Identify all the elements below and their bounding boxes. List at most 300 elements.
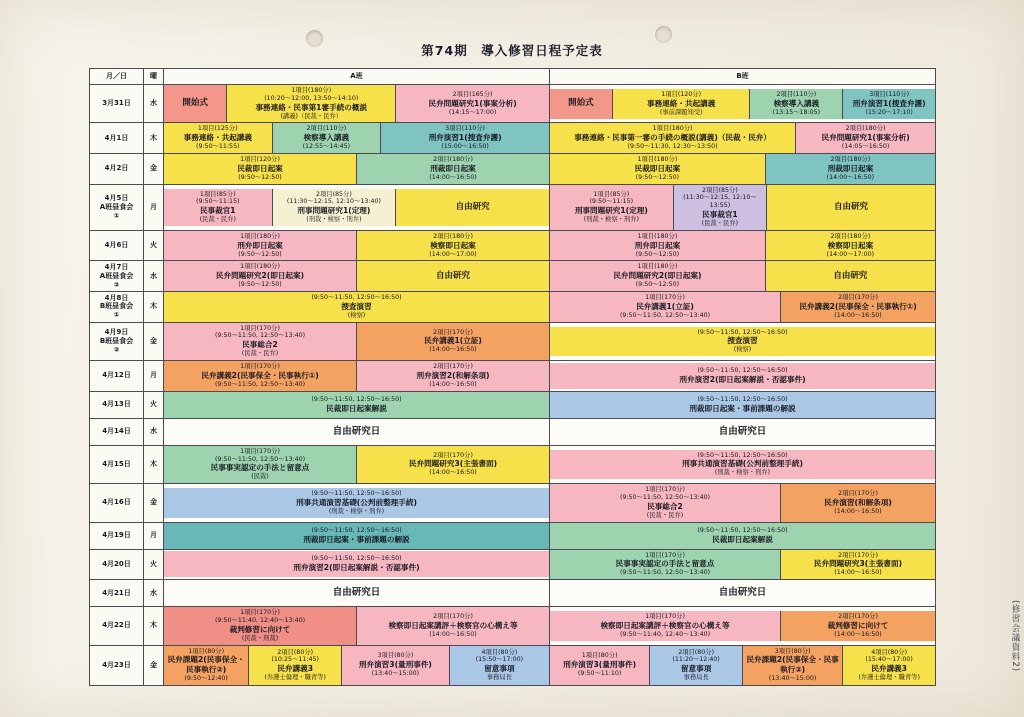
block-subject: (9:50～11:50, 12:50～13:40) [619, 569, 711, 577]
block-row [550, 392, 935, 418]
block-row [550, 327, 935, 357]
schedule-block[interactable] [550, 185, 674, 230]
table-row [90, 522, 936, 549]
date-cell [90, 85, 144, 123]
schedule-block[interactable] [450, 646, 549, 685]
schedule-block[interactable] [164, 551, 549, 577]
date-cell [90, 361, 144, 392]
block-session: 2項目(85分) [701, 186, 738, 194]
block-time: (9:50～11:50, 12:50～13:40) [214, 332, 306, 340]
date-line: 4月1日 [104, 133, 129, 142]
block-time: (15:40～17:00) [865, 656, 913, 664]
block-title: 民弁問題研究3(主張書面) [408, 459, 498, 469]
block-time: (11:30～12:15, 12:10～13:40) [286, 198, 381, 206]
block-subject: (9:50～12:50) [635, 250, 680, 258]
block-title: 自由研究 [455, 201, 490, 212]
block-title: 刑弁演習3(量刑事件) [358, 660, 432, 670]
block-title: 刑事共通演習基礎(公判前整理手続) [296, 497, 417, 507]
date-line: 4月7日 [104, 263, 129, 272]
date-line: ② [113, 280, 120, 289]
block-title: 民事総合2 [242, 340, 278, 350]
table-row [90, 230, 936, 261]
block-title: 民弁課題2(民事保全・民事執行②) [167, 655, 245, 675]
schedule-block[interactable] [550, 611, 781, 641]
schedule-block[interactable] [357, 446, 549, 483]
group-a-cell [164, 261, 550, 292]
block-title: 民弁講義1(立証) [636, 301, 694, 311]
schedule-block[interactable] [164, 446, 357, 483]
block-title: 留意事項 [680, 664, 712, 674]
dow-cell: 水 [144, 85, 164, 123]
schedule-block[interactable] [766, 261, 935, 291]
block-title: 刑弁即日起案 [634, 240, 681, 250]
dow-cell: 月 [144, 184, 164, 230]
group-b-cell [550, 292, 936, 323]
block-title: 捜査演習 [727, 336, 758, 346]
block-subject: (9:50～12:50) [635, 173, 680, 181]
schedule-block[interactable] [743, 646, 843, 685]
block-subject: (9:50～11:30, 12:30～13:50) [627, 143, 718, 151]
block-subject: (検察) [347, 311, 366, 319]
block-subject: (14:00～17:00) [826, 250, 875, 258]
block-subject: (14:15～17:00) [448, 108, 497, 116]
block-title: 民弁講義2(民事保全・民事執行①) [799, 301, 917, 311]
dow-cell: 木 [144, 445, 164, 483]
block-session: 3項目(80分) [377, 652, 414, 660]
block-session: 1項目(170分) [240, 609, 280, 617]
block-row [550, 523, 935, 549]
schedule-block[interactable] [550, 327, 935, 357]
date-line: 4月22日 [102, 621, 131, 630]
block-row [164, 646, 549, 685]
block-session: (9:50～11:50, 12:50～16:50) [697, 395, 788, 403]
block-time: (11:30～12:15, 12:10～13:55) [683, 194, 757, 210]
block-session: 1項目(180分) [652, 125, 693, 133]
date-line: 4月8日 [104, 293, 129, 302]
schedule-block[interactable] [766, 154, 935, 184]
block-title: 自由研究日 [332, 587, 381, 599]
block-title: 自由研究日 [718, 425, 767, 437]
schedule-block[interactable] [357, 154, 549, 184]
schedule-block[interactable] [357, 323, 549, 360]
block-subject: (9:50～11:40, 12:40～13:40) [619, 630, 711, 638]
block-title: 自由研究 [834, 201, 869, 212]
block-row [164, 292, 549, 322]
block-title: 刑裁即日起案・事前課題の解説 [689, 403, 796, 413]
schedule-block[interactable] [550, 292, 781, 322]
schedule-block[interactable] [164, 154, 357, 184]
block-session: 1項目(125分) [197, 125, 238, 133]
group-b-cell [550, 184, 936, 230]
block-subject: (事前課題知受) [659, 108, 703, 116]
block-subject: (14:00～16:50) [834, 311, 882, 319]
schedule-block[interactable] [613, 89, 751, 119]
schedule-block[interactable] [550, 392, 935, 418]
schedule-block[interactable] [781, 550, 935, 580]
schedule-block[interactable] [164, 392, 549, 418]
block-time: (9:50～11:15) [589, 198, 634, 206]
date-cell [90, 123, 144, 154]
block-row [550, 154, 935, 184]
schedule-block[interactable] [781, 484, 935, 521]
schedule-block[interactable] [381, 123, 549, 153]
schedule-block[interactable] [164, 646, 249, 685]
block-row [164, 85, 549, 122]
dow-cell: 水 [144, 418, 164, 445]
block-subject: (9:50～11:50, 12:50～13:40) [619, 311, 711, 319]
block-subject: (9:50～12:40) [184, 675, 228, 683]
block-row [164, 392, 549, 418]
schedule-block[interactable] [550, 646, 650, 685]
group-b-cell [550, 549, 936, 580]
block-row [164, 607, 549, 644]
block-row [164, 123, 549, 153]
block-row [550, 550, 935, 580]
schedule-block[interactable] [164, 323, 357, 360]
block-subject: (14:00～16:50) [429, 630, 477, 638]
block-title: 民弁問題研究2(即日起案) [215, 271, 305, 281]
schedule-block[interactable] [550, 231, 766, 261]
block-row [164, 523, 549, 549]
block-time: (10:20～12:00, 13:50～14:10) [264, 94, 359, 102]
date-cell [90, 549, 144, 580]
block-row [164, 446, 549, 483]
schedule-block[interactable] [550, 123, 796, 153]
block-session: 2項目(85分) [315, 190, 352, 198]
schedule-block[interactable] [550, 523, 935, 549]
block-subject: (15:00～16:50) [441, 143, 489, 151]
group-a-cell [164, 645, 550, 685]
date-cell [90, 607, 144, 645]
schedule-block[interactable] [550, 363, 935, 389]
date-cell [90, 230, 144, 261]
block-session: 2項目(170分) [433, 613, 473, 621]
block-title: 民事事実認定の手法と留意点 [210, 463, 310, 473]
block-title: 民弁問題研究1(事案分析) [428, 98, 517, 108]
table-row [90, 645, 936, 685]
block-session: 1項目(180分) [637, 232, 678, 240]
group-a-cell [164, 292, 550, 323]
group-a-cell [164, 123, 550, 154]
schedule-block[interactable] [550, 419, 935, 445]
group-a-cell [164, 445, 550, 483]
schedule-block[interactable] [550, 484, 781, 521]
schedule-block[interactable] [843, 89, 935, 119]
vertical-note: (修習会議資料2) [1010, 600, 1020, 673]
block-session: (9:50～11:50, 12:50～16:50) [311, 555, 402, 563]
group-a-cell [164, 522, 550, 549]
date-line: 4月15日 [102, 459, 131, 468]
group-a-cell [164, 391, 550, 418]
dow-cell: 金 [144, 154, 164, 185]
group-b-cell [550, 230, 936, 261]
block-row [550, 580, 935, 606]
date-line: ② [113, 345, 120, 354]
block-session: 1項目(170分) [240, 363, 280, 371]
schedule-block[interactable] [164, 231, 357, 261]
date-line: 4月20日 [102, 559, 131, 568]
block-title: 検察即日起案 [430, 240, 476, 250]
block-session: 2項目(170分) [433, 451, 473, 459]
dow-cell: 金 [144, 484, 164, 522]
block-title: 検察即日起案 [827, 240, 874, 250]
block-row [164, 154, 549, 184]
table-header-row [90, 69, 936, 85]
block-title: 民弁講義3 [277, 664, 313, 674]
schedule-block[interactable] [396, 189, 549, 226]
block-row [550, 292, 935, 322]
table-row [90, 418, 936, 445]
schedule-block[interactable] [164, 261, 357, 291]
block-title: 刑裁即日起案 [827, 163, 874, 173]
block-title: 刑弁演習2(即日起案解説・否認事件) [293, 563, 420, 573]
block-title: 事務連絡・民事第1審手続の概説 [255, 102, 368, 112]
date-line: ① [113, 311, 120, 320]
schedule-block[interactable] [164, 189, 273, 226]
date-line: 4月2日 [104, 164, 129, 173]
block-row [550, 363, 935, 389]
block-title: 民弁講義1(立証) [424, 336, 482, 346]
block-session: 4項目(80分) [871, 648, 908, 656]
block-title: 民弁演習(和解条項) [824, 497, 892, 507]
block-row [550, 231, 935, 261]
block-session: 1項目(180分) [637, 263, 678, 271]
group-b-cell [550, 445, 936, 483]
dow-cell: 木 [144, 607, 164, 645]
schedule-block[interactable] [767, 185, 935, 230]
block-session: 3項目(110分) [445, 125, 485, 133]
block-session: 1項目(170分) [645, 613, 685, 621]
block-subject: (14:00～17:00) [429, 250, 477, 258]
group-b-cell [550, 484, 936, 522]
table-row [90, 549, 936, 580]
block-title: 刑事問題研究1(定理) [574, 206, 648, 216]
table-row [90, 580, 936, 607]
block-session: 1項目(170分) [240, 324, 280, 332]
block-row [550, 484, 935, 521]
block-session: 1項目(180分) [240, 232, 280, 240]
block-subject: (刑裁・検察・刑弁) [328, 507, 385, 515]
date-line: 3月31日 [102, 99, 131, 108]
schedule-block[interactable] [550, 580, 935, 606]
schedule-block[interactable] [750, 89, 843, 119]
group-b-cell [550, 607, 936, 645]
block-subject: (14:00～16:50) [429, 173, 477, 181]
block-row [550, 123, 935, 153]
date-cell [90, 184, 144, 230]
block-session: 1項目(180分) [240, 263, 280, 271]
block-session: 2項目(165分) [452, 90, 493, 98]
schedule-block[interactable] [357, 231, 549, 261]
schedule-block[interactable] [357, 361, 549, 391]
dow-cell: 水 [144, 580, 164, 607]
block-title: 検察導入講義 [773, 98, 820, 108]
block-title: 民事裁官1 [702, 210, 738, 220]
block-title: 自由研究 [833, 270, 868, 281]
block-row [164, 419, 549, 445]
block-session: 2項目(170分) [838, 613, 878, 621]
schedule-block[interactable] [781, 292, 935, 322]
block-subject: (検察) [733, 346, 752, 354]
block-session: 1項目(120分) [661, 90, 702, 98]
dow-cell: 水 [144, 261, 164, 292]
block-session: 1項目(170分) [240, 447, 280, 455]
block-subject: (民裁) [251, 473, 269, 481]
block-session: 1項目(180分) [291, 87, 332, 94]
group-b-cell [550, 522, 936, 549]
schedule-block[interactable] [650, 646, 743, 685]
block-time: (9:50～11:50, 12:50～13:40) [214, 455, 306, 463]
date-cell [90, 645, 144, 685]
schedule-block[interactable] [164, 580, 549, 606]
schedule-block[interactable] [164, 361, 357, 391]
schedule-block[interactable] [550, 261, 766, 291]
date-line: 4月14日 [102, 427, 131, 436]
block-session: 1項目(120分) [240, 156, 280, 164]
block-title: 自由研究日 [332, 425, 381, 437]
block-subject: (14:00～16:50) [429, 346, 477, 354]
block-session: 2項目(170分) [433, 363, 473, 371]
schedule-block[interactable] [550, 450, 935, 480]
block-session: (9:50～11:50, 12:50～16:50) [697, 451, 788, 459]
date-line: B班昼食会 [99, 302, 134, 311]
block-session: 2項目(170分) [838, 294, 878, 302]
table-row [90, 322, 936, 360]
group-a-cell [164, 484, 550, 522]
block-session: (9:50～11:50, 12:50～16:50) [697, 328, 788, 336]
schedule-block[interactable] [766, 231, 935, 261]
schedule-block[interactable] [164, 123, 273, 153]
schedule-block[interactable] [781, 611, 935, 641]
block-title: 留意事項 [484, 664, 515, 674]
dow-cell: 木 [144, 292, 164, 323]
schedule-block[interactable] [796, 123, 935, 153]
schedule-block[interactable] [164, 85, 227, 122]
group-b-cell [550, 580, 936, 607]
schedule-block[interactable] [273, 123, 382, 153]
block-session: 2項目(170分) [838, 551, 878, 559]
group-b-cell [550, 391, 936, 418]
block-subject: (民裁・民弁) [701, 220, 739, 228]
dow-cell: 月 [144, 522, 164, 549]
block-title: 刑弁演習1(捜査弁護) [428, 133, 502, 143]
group-b-cell [550, 418, 936, 445]
block-session: (9:50～11:50, 12:50～16:50) [311, 395, 402, 403]
date-cell [90, 391, 144, 418]
block-title: 事務連絡・共起講義 [646, 98, 716, 108]
block-title: 裁判修習に向けて [827, 620, 889, 630]
block-row [550, 450, 935, 480]
block-title: 開始式 [568, 98, 594, 109]
block-time: (11:20～12:40) [672, 656, 720, 664]
header-dow: 曜 [144, 69, 164, 85]
group-b-cell [550, 322, 936, 360]
schedule-block[interactable] [164, 419, 549, 445]
schedule-block[interactable] [249, 646, 342, 685]
block-subject: (刑裁・検察・刑弁) [714, 469, 771, 477]
group-a-cell [164, 607, 550, 645]
block-subject: (講義)（民裁・民弁） [280, 112, 343, 120]
table-row [90, 484, 936, 522]
block-row [550, 646, 935, 685]
group-a-cell [164, 230, 550, 261]
block-title: 事務連絡・共起講義 [183, 133, 252, 143]
date-line: A班昼食会 [99, 271, 134, 280]
schedule-block[interactable] [273, 189, 397, 226]
block-subject: (14:00～16:50) [826, 173, 875, 181]
block-session: 2項目(180分) [845, 125, 886, 133]
header-group-a: A班 [164, 69, 550, 85]
group-b-cell [550, 154, 936, 185]
dow-cell: 金 [144, 645, 164, 685]
schedule-block[interactable] [164, 523, 549, 549]
block-session: 1項目(170分) [645, 551, 685, 559]
date-line: 4月16日 [102, 498, 131, 507]
block-subject: (弁護士倫理・職青等) [264, 674, 326, 682]
date-line: B班昼食会 [99, 336, 134, 345]
header-group-b: B班 [550, 69, 936, 85]
block-row [164, 580, 549, 606]
date-line: 4月23日 [102, 660, 131, 669]
block-session: 1項目(170分) [645, 486, 685, 494]
block-title: 民弁問題研究1(事案分析) [821, 133, 910, 143]
header-date: 月／日 [90, 69, 144, 85]
block-row [164, 189, 549, 226]
schedule-block[interactable] [227, 85, 396, 122]
block-row [550, 611, 935, 641]
date-line: 4月9日 [104, 328, 129, 337]
schedule-block[interactable] [550, 89, 613, 119]
group-b-cell [550, 645, 936, 685]
schedule-block[interactable] [164, 488, 549, 518]
group-a-cell [164, 322, 550, 360]
block-session: (9:50～11:50, 12:50～16:50) [311, 490, 402, 497]
table-row [90, 391, 936, 418]
block-session: 2項目(180分) [830, 232, 871, 240]
table-row [90, 261, 936, 292]
schedule-block[interactable] [396, 85, 549, 122]
block-title: 民弁講義3 [871, 664, 907, 674]
schedule-block[interactable] [550, 550, 781, 580]
schedule-block[interactable] [357, 607, 549, 644]
block-title: 検察即日起案講評＋検察官の心構え等 [600, 620, 730, 630]
schedule-block[interactable] [357, 261, 549, 291]
date-cell [90, 418, 144, 445]
schedule-block[interactable] [550, 154, 766, 184]
block-subject: (13:40～15:00) [371, 670, 420, 678]
block-title: 民裁即日起案解説 [712, 534, 773, 544]
block-title: 自由研究 [435, 270, 470, 281]
block-row [164, 361, 549, 391]
block-title: 開始式 [182, 98, 208, 109]
block-time: (10:25～11:45) [271, 656, 319, 664]
block-title: 事務連絡・民事第一審の手続の概説(講義)（民裁・民弁） [574, 133, 771, 143]
schedule-block[interactable] [164, 607, 357, 644]
schedule-block[interactable] [164, 292, 549, 322]
schedule-block[interactable] [674, 185, 767, 230]
schedule-block[interactable] [843, 646, 935, 685]
date-line: 4月21日 [102, 588, 131, 597]
block-session: 1項目(80分) [581, 652, 618, 660]
group-b-cell [550, 361, 936, 392]
schedule-block[interactable] [342, 646, 450, 685]
block-row [164, 551, 549, 577]
block-session: 3項目(80分) [774, 647, 811, 655]
block-session: 2項目(180分) [433, 156, 473, 164]
dow-cell: 金 [144, 322, 164, 360]
table-row [90, 607, 936, 645]
block-subject: (9:50～12:50) [238, 281, 282, 289]
